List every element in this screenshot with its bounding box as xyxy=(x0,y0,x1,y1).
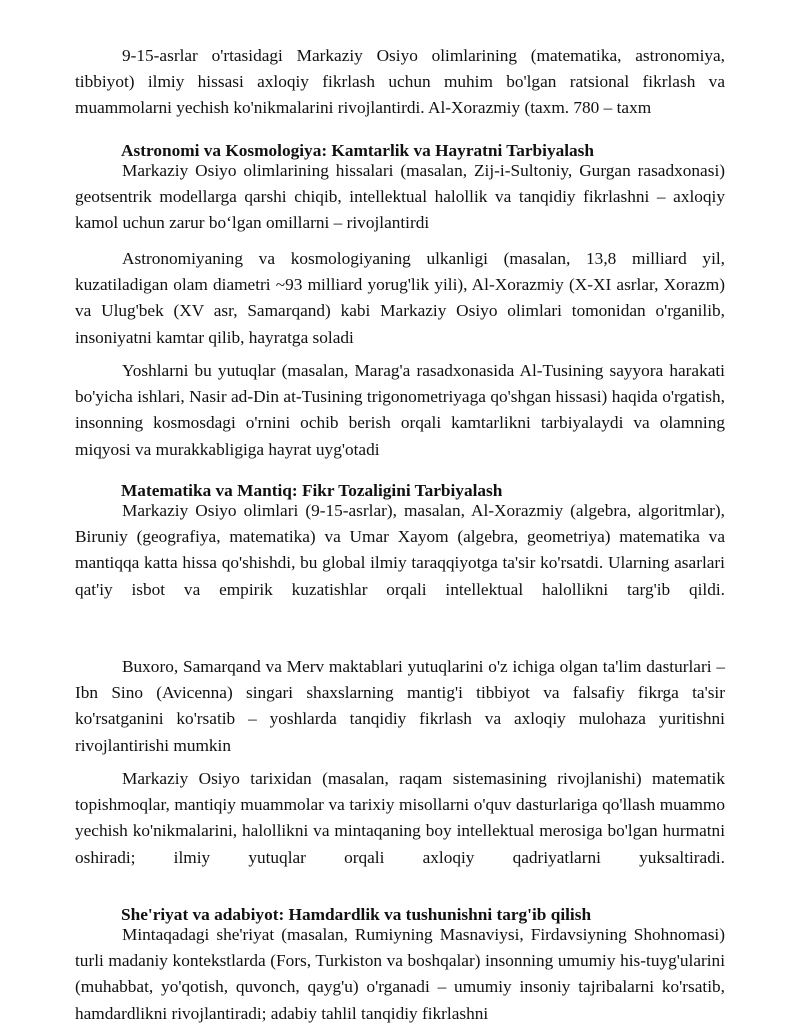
intro-paragraph: 9-15-asrlar o'rtasidagi Markaziy Osiyo olimlarining (matematika, astronomiya, tibbiyot) ilmiy hissasi axloqiy fikrlash uchun muhim bo'lgan ratsional fikrlash va muammolarni yechish ko'nikmalarini rivojlantirdi. Al-Xorazmiy (taxm. 780 – taxm xyxy=(75,46,725,118)
astronomy-paragraph-2: Astronomiyaning va kosmologiyaning ulkanligi (masalan, 13,8 milliard yil, kuzatiladigan olam diametri ~93 milliard yorug'lik yili), Al-Xorazmiy (X-XI asrlar, Xorazm) va Ulug'bek (XV asr, Samarqand) kabi Markaziy Osiyo olimlari tomonidan o'rganilib, insoniyatni kamtar qilib, hayratga soladi xyxy=(75,249,725,347)
math-heading: Matematika va Mantiq: Fikr Tozaligini Tarbiyalash xyxy=(121,481,503,500)
astronomy-paragraph-3: Yoshlarni bu yutuqlar (masalan, Marag'a rasadxonasida Al-Tusining sayyora harakati bo'yicha ishlari, Nasir ad-Din at-Tusining trigonometriyaga qo'shgan hissasi) haqida o'rgatish, insonning kosmosdagi o'rnini ochib berish orqali kamtarlikni tarbiyalaydi va olamning miqyosi va murakkabligiga hayrat uyg'otadi xyxy=(75,361,725,459)
poetry-paragraph-1: Mintaqadagi she'riyat (masalan, Rumiyning Masnaviysi, Firdavsiyning Shohnomasi) turli madaniy kontekstlarda (Fors, Turkiston va boshqalar) insonning umumiy his-tuyg'ularini (muhabbat, yo'qotish, quvonch, qayg'u) o'rganadi – umumiy insoniy tajribalarni ko'rsatib, hamdardlikni rivojlantiradi; adabiy tahlil tanqidiy fikrlashni xyxy=(75,925,725,1023)
math-paragraph-3: Markaziy Osiyo tarixidan (masalan, raqam sistemasining rivojlanishi) matematik topishmoqlar, mantiqiy muammolar va tarixiy misollarni o'quv dasturlariga qo'llash muammo yechish ko'nikmalarini, halollikni va mintaqaning boy intellektual merosiga bo'lgan hurmatni oshiradi; ilmiy yutuqlar orqali axloqiy qadriyatlarni yuksaltiradi. xyxy=(75,769,725,867)
astronomy-paragraph-1: Markaziy Osiyo olimlarining hissalari (masalan, Zij-i-Sultoniy, Gurgan rasadxonasi) geotsentrik modellarga qarshi chiqib, intellektual halollik va tanqidiy fikrlashni – axloqiy kamol uchun zarur bo‘lgan omillarni – rivojlantirdi xyxy=(75,161,725,233)
math-paragraph-1: Markaziy Osiyo olimlari (9-15-asrlar), masalan, Al-Xorazmiy (algebra, algoritmlar), Biruniy (geografiya, matematika) va Umar Xayom (algebra, geometriya) matematika va mantiqqa katta hissa qo'shishdi, bu global ilmiy taraqqiyotga ta'sir ko'rsatdi. Ularning asarlari qat'iy isbot va empirik kuzatishlar orqali intellektual halollikni targ'ib qildi. xyxy=(75,501,725,599)
poetry-heading: She'riyat va adabiyot: Hamdardlik va tushunishni targ'ib qilish xyxy=(121,905,592,924)
math-paragraph-2: Buxoro, Samarqand va Merv maktablari yutuqlarini o'z ichiga olgan ta'lim dasturlari – Ibn Sino (Avicenna) singari shaxslarning mantig'i tibbiyot va falsafiy fikrga ta'sir ko'rsatganini ko'rsatib – yoshlarda tanqidiy fikrlash va axloqiy mulohaza yuritishni rivojlantirishi mumkin xyxy=(75,657,725,755)
astronomy-heading: Astronomi va Kosmologiya: Kamtarlik va Hayratni Tarbiyalash xyxy=(121,141,595,160)
